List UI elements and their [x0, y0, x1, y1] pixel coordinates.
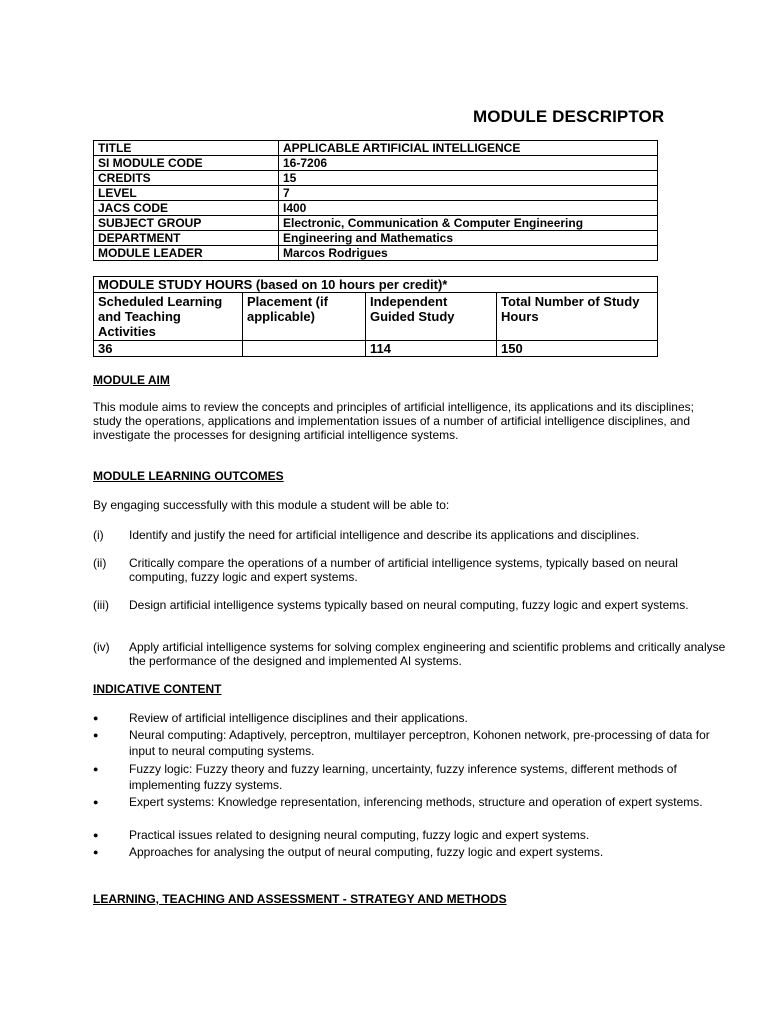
study-hours-heading: MODULE STUDY HOURS (based on 10 hours per credit)* [94, 277, 658, 293]
column-header: Total Number of Study Hours [497, 293, 658, 341]
hours-value: 150 [497, 341, 658, 357]
column-header: Scheduled Learning and Teaching Activities [94, 293, 243, 341]
info-value: 15 [279, 171, 658, 186]
table-row [94, 293, 658, 341]
table-row [94, 186, 658, 201]
outcome-text: Identify and justify the need for artificial intelligence and describe its applications and disciplines. [129, 528, 640, 542]
info-key: CREDITS [94, 171, 279, 186]
outcome-text: Critically compare the operations of a number of artificial intelligence systems, typically based on neural computing, fuzzy logic and expert systems. [129, 556, 678, 584]
indicative-content-heading: INDICATIVE CONTENT [93, 682, 222, 696]
bullet-icon: ● [93, 713, 99, 723]
content-text: Neural computing: Adaptively, perceptron, multilayer perceptron, Kohonen network, pre-processing of data for input to neural computing systems. [129, 728, 710, 758]
info-value: Marcos Rodrigues [279, 246, 658, 261]
info-key: LEVEL [94, 186, 279, 201]
table-row [94, 246, 658, 261]
hours-value: 36 [94, 341, 243, 357]
info-value: APPLICABLE ARTIFICIAL INTELLIGENCE [279, 141, 658, 156]
bullet-icon: ● [93, 797, 99, 807]
info-key: TITLE [94, 141, 279, 156]
outcome-number: (i) [93, 528, 104, 542]
table-row [94, 216, 658, 231]
module-aim-heading: MODULE AIM [93, 373, 170, 387]
outcome-number: (iii) [93, 598, 109, 612]
bullet-icon: ● [93, 764, 99, 774]
info-value: 16-7206 [279, 156, 658, 171]
column-header: Placement (if applicable) [243, 293, 366, 341]
module-aim-text: This module aims to review the concepts and principles of artificial intelligence, its applications and its disciplines; study the operations, applications and implementation issues of a number of artificial intelligence disciplines, and investigate the processes for designing artificial intelligence systems. [93, 400, 694, 442]
table-row [94, 277, 658, 293]
content-text: Review of artificial intelligence disciplines and their applications. [129, 711, 468, 725]
table-row [94, 171, 658, 186]
table-row [94, 201, 658, 216]
info-value: I400 [279, 201, 658, 216]
module-info-table [93, 140, 658, 261]
info-value: 7 [279, 186, 658, 201]
bullet-icon: ● [93, 847, 99, 857]
info-key: DEPARTMENT [94, 231, 279, 246]
hours-value [243, 341, 366, 357]
document-title: MODULE DESCRIPTOR [473, 107, 665, 126]
info-value: Electronic, Communication & Computer Engineering [279, 216, 658, 231]
outcome-number: (ii) [93, 556, 107, 570]
learning-outcomes-intro: By engaging successfully with this module a student will be able to: [93, 498, 450, 512]
column-header: Independent Guided Study [366, 293, 497, 341]
outcome-text: Apply artificial intelligence systems for solving complex engineering and scientific problems and critically analyse the performance of the designed and implemented AI systems. [129, 640, 726, 668]
table-row [94, 141, 658, 156]
bullet-icon: ● [93, 830, 99, 840]
hours-value: 114 [366, 341, 497, 357]
learning-outcomes-heading: MODULE LEARNING OUTCOMES [93, 469, 284, 483]
bullet-icon: ● [93, 730, 99, 740]
table-row [94, 156, 658, 171]
outcome-number: (iv) [93, 640, 110, 654]
content-text: Expert systems: Knowledge representation, inferencing methods, structure and operation of expert systems. [129, 795, 703, 809]
content-text: Fuzzy logic: Fuzzy theory and fuzzy learning, uncertainty, fuzzy inference systems, different methods of implementing fuzzy systems. [129, 762, 677, 792]
outcome-text: Design artificial intelligence systems typically based on neural computing, fuzzy logic and expert systems. [129, 598, 689, 612]
content-text: Practical issues related to designing neural computing, fuzzy logic and expert systems. [129, 828, 590, 842]
table-row [94, 231, 658, 246]
content-text: Approaches for analysing the output of neural computing, fuzzy logic and expert systems. [129, 845, 604, 859]
info-value: Engineering and Mathematics [279, 231, 658, 246]
study-hours-table [93, 276, 658, 357]
table-row [94, 341, 658, 357]
info-key: SUBJECT GROUP [94, 216, 279, 231]
info-key: SI MODULE CODE [94, 156, 279, 171]
info-key: MODULE LEADER [94, 246, 279, 261]
info-key: JACS CODE [94, 201, 279, 216]
strategy-heading: LEARNING, TEACHING AND ASSESSMENT - STRATEGY AND METHODS [93, 892, 507, 906]
